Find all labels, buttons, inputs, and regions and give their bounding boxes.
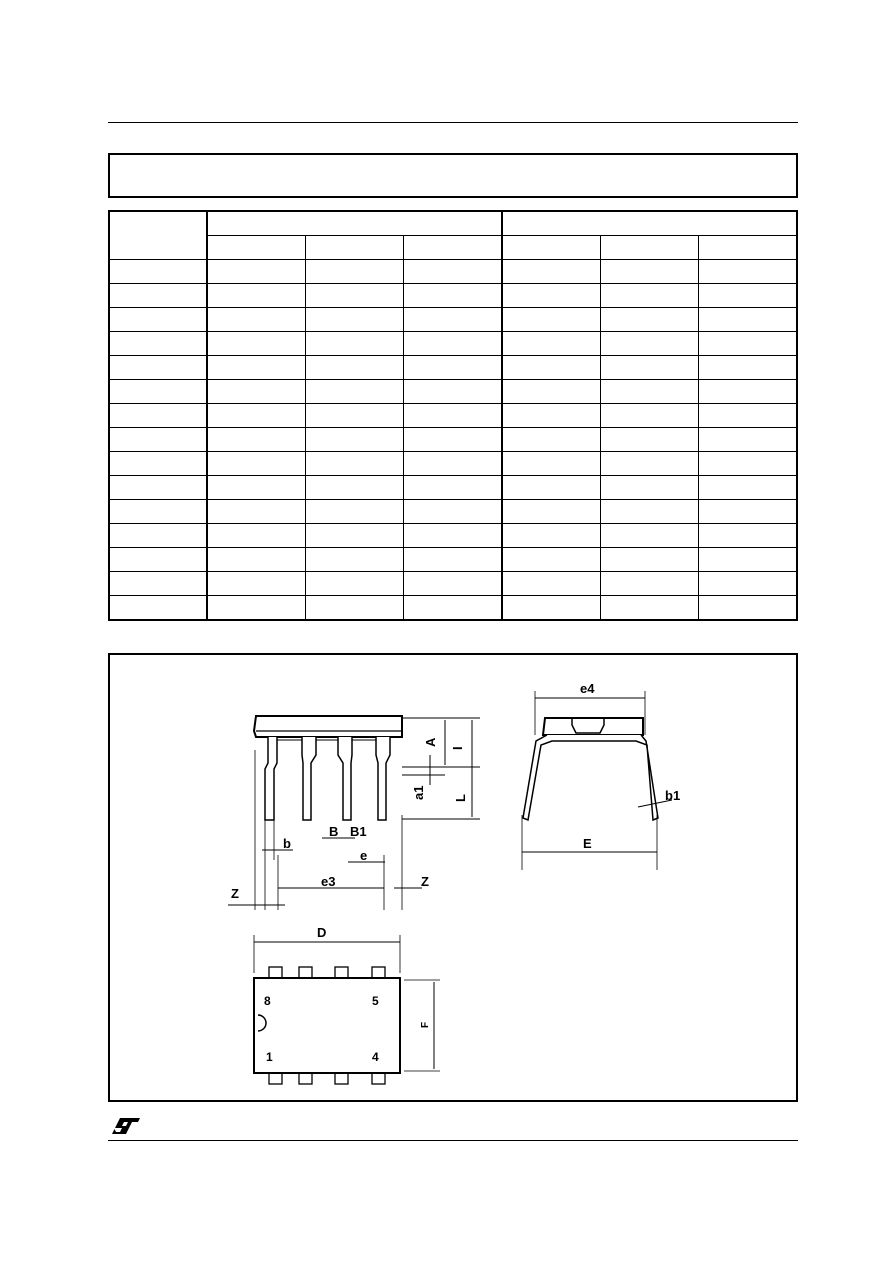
value-cell (305, 572, 403, 596)
pin-number: 8 (264, 994, 271, 1008)
value-cell (305, 404, 403, 428)
dim-label: I (450, 746, 465, 750)
subheader-cell (600, 236, 698, 260)
value-cell (207, 308, 305, 332)
value-cell (207, 572, 305, 596)
value-cell (404, 500, 502, 524)
value-cell (207, 548, 305, 572)
value-cell (600, 284, 698, 308)
value-cell (502, 572, 600, 596)
table-row (109, 452, 797, 476)
dim-name-cell (109, 452, 207, 476)
value-cell (699, 572, 797, 596)
value-cell (699, 284, 797, 308)
subheader-cell (699, 236, 797, 260)
pin-number: 4 (372, 1050, 379, 1064)
value-cell (502, 476, 600, 500)
table-row (109, 476, 797, 500)
value-cell (404, 284, 502, 308)
value-cell (600, 404, 698, 428)
value-cell (404, 308, 502, 332)
value-cell (305, 332, 403, 356)
value-cell (502, 284, 600, 308)
value-cell (404, 476, 502, 500)
table-header-row (109, 211, 797, 236)
table-row (109, 284, 797, 308)
value-cell (404, 332, 502, 356)
value-cell (699, 308, 797, 332)
value-cell (404, 548, 502, 572)
value-cell (502, 452, 600, 476)
value-cell (305, 596, 403, 621)
front-view (228, 716, 480, 910)
dim-label: B (329, 824, 339, 839)
value-cell (600, 500, 698, 524)
value-cell (600, 380, 698, 404)
dim-name-cell (109, 500, 207, 524)
value-cell (502, 596, 600, 621)
pin-number: 5 (372, 994, 379, 1008)
dim-name-cell (109, 356, 207, 380)
subheader-cell (305, 236, 403, 260)
value-cell (600, 596, 698, 621)
dim-name-cell (109, 308, 207, 332)
value-cell (502, 524, 600, 548)
dim-label: L (453, 794, 468, 802)
value-cell (600, 548, 698, 572)
top-view (254, 925, 440, 1084)
dim-header-cell (109, 211, 207, 260)
table-subheader-row (109, 236, 797, 260)
dim-name-cell (109, 332, 207, 356)
dim-label: D (317, 925, 327, 940)
subheader-cell (207, 236, 305, 260)
value-cell (699, 476, 797, 500)
st-logo (110, 1116, 142, 1136)
value-cell (404, 596, 502, 621)
value-cell (305, 260, 403, 284)
subheader-cell (404, 236, 502, 260)
value-cell (404, 260, 502, 284)
dim-label: e (360, 848, 368, 863)
value-cell (699, 548, 797, 572)
dim-name-cell (109, 404, 207, 428)
table-row (109, 548, 797, 572)
value-cell (305, 380, 403, 404)
value-cell (207, 476, 305, 500)
value-cell (600, 260, 698, 284)
value-cell (699, 260, 797, 284)
value-cell (502, 548, 600, 572)
dim-label: b (283, 836, 291, 851)
package-dimensions-table (108, 210, 798, 621)
table-row (109, 332, 797, 356)
value-cell (502, 404, 600, 428)
value-cell (699, 524, 797, 548)
value-cell (600, 572, 698, 596)
table-row (109, 380, 797, 404)
value-cell (207, 380, 305, 404)
value-cell (207, 332, 305, 356)
dim-label: E (583, 836, 592, 851)
table-row (109, 404, 797, 428)
value-cell (404, 428, 502, 452)
dim-name-cell (109, 596, 207, 621)
value-cell (305, 524, 403, 548)
value-cell (699, 380, 797, 404)
table-row (109, 500, 797, 524)
table-row (109, 356, 797, 380)
value-cell (207, 284, 305, 308)
dim-name-cell (109, 428, 207, 452)
value-cell (502, 332, 600, 356)
pin-number: 1 (266, 1050, 273, 1064)
value-cell (699, 452, 797, 476)
dim-label: A (423, 737, 438, 747)
dim-label: Z (421, 874, 429, 889)
value-cell (600, 428, 698, 452)
table-row (109, 260, 797, 284)
value-cell (305, 500, 403, 524)
group-header-cell (207, 211, 502, 236)
value-cell (502, 428, 600, 452)
table-row (109, 428, 797, 452)
value-cell (699, 428, 797, 452)
value-cell (305, 428, 403, 452)
dim-name-cell (109, 524, 207, 548)
value-cell (502, 356, 600, 380)
dim-label: e3 (321, 874, 336, 889)
value-cell (305, 284, 403, 308)
value-cell (404, 452, 502, 476)
subheader-cell (502, 236, 600, 260)
dim-name-cell (109, 548, 207, 572)
value-cell (305, 308, 403, 332)
table-row (109, 308, 797, 332)
value-cell (207, 404, 305, 428)
dim-name-cell (109, 572, 207, 596)
value-cell (699, 596, 797, 621)
side-view (522, 681, 680, 870)
value-cell (600, 308, 698, 332)
value-cell (207, 596, 305, 621)
package-drawing-box (108, 653, 798, 1102)
value-cell (207, 452, 305, 476)
value-cell (600, 476, 698, 500)
table-row (109, 524, 797, 548)
value-cell (699, 356, 797, 380)
value-cell (305, 548, 403, 572)
package-drawing (110, 655, 796, 1100)
value-cell (404, 524, 502, 548)
value-cell (305, 356, 403, 380)
value-cell (305, 452, 403, 476)
value-cell (305, 476, 403, 500)
table-row (109, 596, 797, 621)
dim-label: Z (231, 886, 239, 901)
value-cell (404, 404, 502, 428)
value-cell (699, 500, 797, 524)
table-title-box (108, 153, 798, 198)
value-cell (600, 356, 698, 380)
dim-label: F (420, 1021, 431, 1028)
value-cell (207, 356, 305, 380)
value-cell (699, 404, 797, 428)
value-cell (502, 380, 600, 404)
dim-name-cell (109, 260, 207, 284)
value-cell (207, 524, 305, 548)
header-rule (108, 122, 798, 123)
value-cell (699, 332, 797, 356)
value-cell (600, 524, 698, 548)
dim-label: e4 (580, 681, 595, 696)
dim-name-cell (109, 284, 207, 308)
value-cell (207, 428, 305, 452)
value-cell (207, 260, 305, 284)
dim-label: a1 (411, 785, 426, 800)
footer-rule (108, 1140, 798, 1141)
dim-label: B1 (350, 824, 367, 839)
dim-label: b1 (665, 788, 681, 803)
value-cell (404, 356, 502, 380)
table-row (109, 572, 797, 596)
value-cell (502, 500, 600, 524)
value-cell (404, 380, 502, 404)
value-cell (207, 500, 305, 524)
dim-name-cell (109, 476, 207, 500)
value-cell (600, 452, 698, 476)
value-cell (502, 260, 600, 284)
value-cell (502, 308, 600, 332)
value-cell (600, 332, 698, 356)
value-cell (404, 572, 502, 596)
dim-name-cell (109, 380, 207, 404)
group-header-cell (502, 211, 797, 236)
